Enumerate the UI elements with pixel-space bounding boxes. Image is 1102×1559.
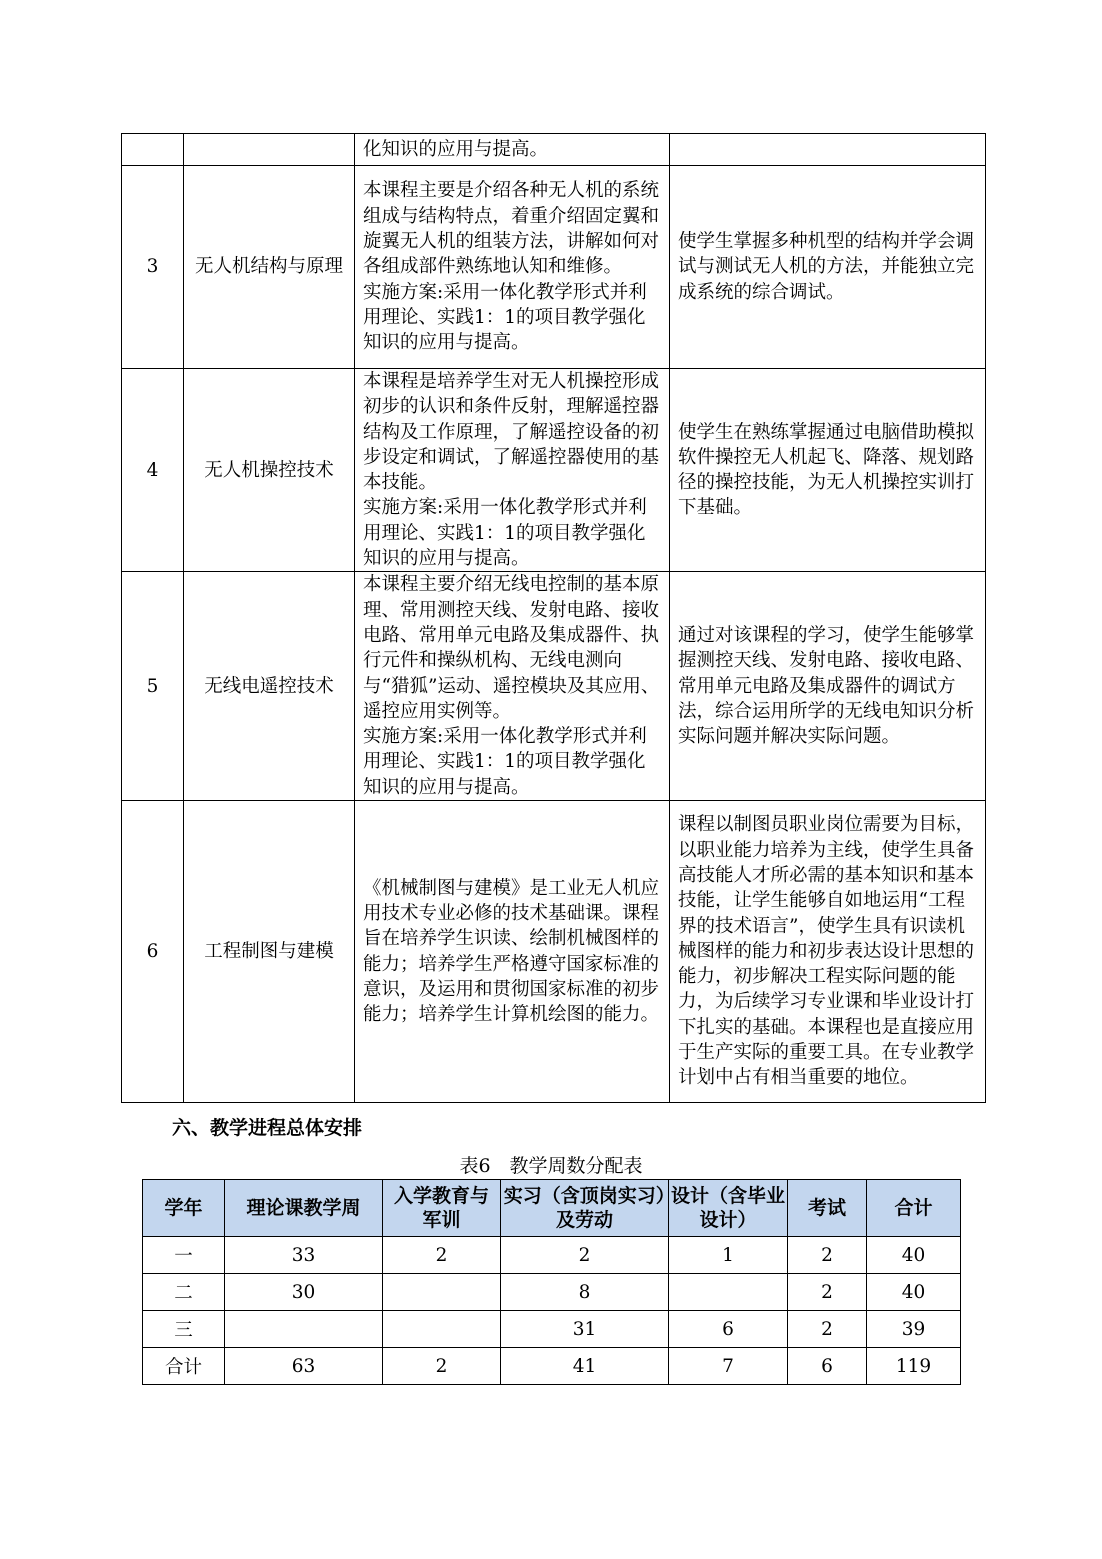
weeks-table — [142, 1179, 961, 1385]
course-description — [355, 369, 670, 572]
weeks-cell: 2 — [788, 1274, 867, 1311]
course-number: 5 — [122, 572, 184, 801]
description-paragraph: 本课程主要是介绍各种无人机的系统组成与结构特点，着重介绍固定翼和旋翼无人机的组装方法，讲解如何对各组成部件熟练地认知和维修。 — [363, 180, 660, 278]
weeks-cell: 2 — [788, 1237, 867, 1274]
course-name: 无人机操控技术 — [184, 369, 355, 572]
weeks-cell: 合计 — [143, 1348, 225, 1385]
weeks-cell: 8 — [501, 1274, 669, 1311]
weeks-table-body — [143, 1237, 961, 1385]
weeks-cell: 63 — [225, 1348, 383, 1385]
weeks-cell: 2 — [501, 1237, 669, 1274]
weeks-cell: 2 — [383, 1348, 501, 1385]
course-description — [355, 134, 670, 166]
course-row — [122, 134, 986, 166]
weeks-cell: 41 — [501, 1348, 669, 1385]
course-number: 3 — [122, 166, 184, 369]
weeks-cell: 119 — [867, 1348, 961, 1385]
weeks-cell: 40 — [867, 1237, 961, 1274]
weeks-cell — [383, 1274, 501, 1311]
description-paragraph: 实施方案:采用一体化教学形式并利用理论、实践1：1的项目教学强化知识的应用与提高。 — [363, 497, 647, 570]
course-goal: 使学生在熟练掌握通过电脑借助模拟软件操控无人机起飞、降落、规划路径的操控技能，为无人机操控实训打下基础。 — [670, 369, 986, 572]
course-row — [122, 572, 986, 801]
weeks-cell — [383, 1311, 501, 1348]
course-description — [355, 166, 670, 369]
course-goal: 通过对该课程的学习，使学生能够掌握测控天线、发射电路、接收电路、常用单元电路及集成器件的调试方法，综合运用所学的无线电知识分析实际问题并解决实际问题。 — [670, 572, 986, 801]
course-name: 工程制图与建模 — [184, 801, 355, 1103]
course-row — [122, 801, 986, 1103]
weeks-cell: 一 — [143, 1237, 225, 1274]
weeks-header-cell: 合计 — [867, 1180, 961, 1237]
course-name: 无人机结构与原理 — [184, 166, 355, 369]
description-paragraph: 本课程主要介绍无线电控制的基本原理、常用测控天线、发射电路、接收电路、常用单元电路及集成器件、执行元件和操纵机构、无线电测向与“猎狐”运动、遥控模块及其应用、遥控应用实例等。 — [363, 574, 660, 722]
weeks-cell — [225, 1311, 383, 1348]
description-paragraph: 《机械制图与建模》是工业无人机应用技术专业必修的技术基础课。课程旨在培养学生识读、绘制机械图样的能力；培养学生严格遵守国家标准的意识，及运用和贯彻国家标准的初步能力；培养学生计算机绘图的能力。 — [363, 877, 660, 1026]
section-heading: 六、教学进程总体安排 — [172, 1117, 363, 1139]
weeks-header-cell: 学年 — [143, 1180, 225, 1237]
weeks-cell: 6 — [788, 1348, 867, 1385]
weeks-cell: 6 — [669, 1311, 788, 1348]
weeks-cell: 31 — [501, 1311, 669, 1348]
weeks-cell: 33 — [225, 1237, 383, 1274]
weeks-cell: 39 — [867, 1311, 961, 1348]
course-goal — [670, 134, 986, 166]
weeks-cell: 2 — [788, 1311, 867, 1348]
course-number — [122, 134, 184, 166]
course-table-body — [122, 134, 986, 1103]
description-paragraph: 实施方案:采用一体化教学形式并利用理论、实践1：1的项目教学强化知识的应用与提高。 — [363, 726, 647, 798]
description-paragraph: 实施方案:采用一体化教学形式并利用理论、实践1：1的项目教学强化知识的应用与提高。 — [363, 281, 647, 354]
weeks-header-row — [143, 1180, 961, 1237]
weeks-header-cell: 理论课教学周 — [225, 1180, 383, 1237]
course-table — [121, 133, 986, 1103]
course-row — [122, 369, 986, 572]
course-number: 4 — [122, 369, 184, 572]
description-paragraph: 本课程是培养学生对无人机操控形成初步的认识和条件反射，理解遥控器结构及工作原理，了解遥控设备的初步设定和调试，了解遥控器使用的基本技能。 — [363, 371, 660, 494]
weeks-header-cell: 入学教育与军训 — [383, 1180, 501, 1237]
weeks-cell: 40 — [867, 1274, 961, 1311]
weeks-cell: 1 — [669, 1237, 788, 1274]
weeks-cell: 二 — [143, 1274, 225, 1311]
weeks-cell: 7 — [669, 1348, 788, 1385]
weeks-cell: 三 — [143, 1311, 225, 1348]
course-description — [355, 801, 670, 1103]
course-goal: 使学生掌握多种机型的结构并学会调试与测试无人机的方法，并能独立完成系统的综合调试。 — [670, 166, 986, 369]
course-number: 6 — [122, 801, 184, 1103]
weeks-row — [143, 1311, 961, 1348]
course-name — [184, 134, 355, 166]
description-paragraph: 化知识的应用与提高。 — [363, 138, 549, 160]
course-goal: 课程以制图员职业岗位需要为目标，以职业能力培养为主线，使学生具备高技能人才所必需的基本知识和基本技能，让学生能够自如地运用“工程界的技术语言”，使学生具有识读机械图样的能力和初步表达设计思想的能力，初步解决工程实际问题的能力，为后续学习专业课和毕业设计打下扎实的基础。本课程也是直接应用于生产实际的重要工具。在专业教学计划中占有相当重要的地位。 — [670, 801, 986, 1103]
weeks-header-cell: 考试 — [788, 1180, 867, 1237]
weeks-cell: 2 — [383, 1237, 501, 1274]
course-row — [122, 166, 986, 369]
table-caption: 表6 教学周数分配表 — [459, 1155, 643, 1177]
weeks-header-cell: 设计（含毕业设计） — [669, 1180, 788, 1237]
weeks-cell: 30 — [225, 1274, 383, 1311]
course-description — [355, 572, 670, 801]
weeks-row — [143, 1348, 961, 1385]
weeks-row — [143, 1237, 961, 1274]
course-name: 无线电遥控技术 — [184, 572, 355, 801]
weeks-cell — [669, 1274, 788, 1311]
weeks-row — [143, 1274, 961, 1311]
weeks-header-cell: 实习（含顶岗实习）及劳动 — [501, 1180, 669, 1237]
